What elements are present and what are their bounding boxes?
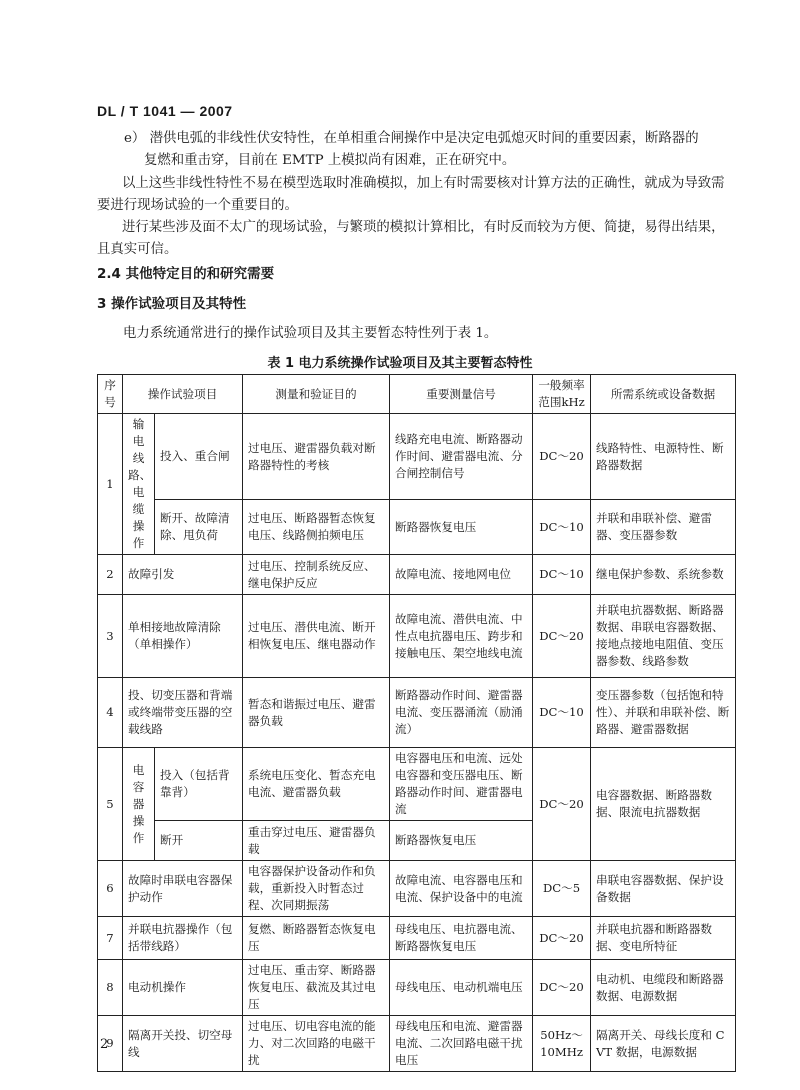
table-cell-r2-item: 故障引发: [123, 555, 243, 595]
table-row: [98, 861, 736, 917]
table-cell-r5-a_item: 投入（包括背靠背）: [155, 748, 243, 821]
table-row: [98, 917, 736, 960]
header-no: 序号: [98, 375, 123, 414]
paragraph-e: [124, 128, 736, 172]
table-cell-r9-signal: 母线电压和电流、避雷器电流、二次回路电磁干扰电压: [390, 1016, 533, 1072]
table-cell-r1-b_signal: 断路器恢复电压: [390, 500, 533, 555]
table-cell-r1-group: 输电线路、电缆操作: [123, 414, 155, 555]
header-data: 所需系统或设备数据: [591, 375, 736, 414]
table-cell-r5-data: 电容器数据、断路器数据、限流电抗器数据: [591, 748, 736, 861]
table-cell-r1-b_data: 并联和串联补偿、避雷器、变压器参数: [591, 500, 736, 555]
table-cell-r6-item: 故障时串联电容器保护动作: [123, 861, 243, 917]
table-row: [98, 555, 736, 595]
table-cell-r6-signal: 故障电流、电容器电压和电流、保护设备中的电流: [390, 861, 533, 917]
table-cell-r4-freq: DC～10: [533, 678, 591, 748]
table-cell-r6-no: 6: [98, 861, 123, 917]
table-cell-r2-no: 2: [98, 555, 123, 595]
header-signal: 重要测量信号: [390, 375, 533, 414]
paragraph-nonlinear: 以上这些非线性特性不易在模型选取时准确模拟，加上有时需要核对计算方法的正确性，就成为导致需要进行现场试验的一个重要目的。: [97, 176, 725, 213]
table-cell-r9-freq: 50Hz～10MHz: [533, 1016, 591, 1072]
table-cell-r4-item: 投、切变压器和背端或终端带变压器的空载线路: [123, 678, 243, 748]
table-cell-r9-data: 隔离开关、母线长度和 CVT 数据，电源数据: [591, 1016, 736, 1072]
table-cell-r8-data: 电动机、电缆段和断路器数据、电源数据: [591, 960, 736, 1016]
table-cell-r7-data: 并联电抗器和断路器数据、变电所特征: [591, 917, 736, 960]
table-cell-r3-item: 单相接地故障清除（单相操作）: [123, 595, 243, 678]
section-heading-2-4: 2.4 其他特定目的和研究需要: [97, 266, 275, 282]
table-cell-r2-purpose: 过电压、控制系统反应、继电保护反应: [243, 555, 390, 595]
table-cell-r1-a_purpose: 过电压、避雷器负载对断路器特性的考核: [243, 414, 390, 500]
table-cell-r1-b_purpose: 过电压、断路器暂态恢复电压、线路侧拍频电压: [243, 500, 390, 555]
table-cell-r7-item: 并联电抗器操作（包括带线路）: [123, 917, 243, 960]
table-cell-r9-item: 隔离开关投、切空母线: [123, 1016, 243, 1072]
table-cell-r1-no: 1: [98, 414, 123, 555]
paragraph-e-line2: 复燃和重击穿，目前在 EMTP 上模拟尚有困难，正在研究中。: [144, 153, 516, 168]
paragraph-e-line1: e） 潜供电弧的非线性伏安特性，在单相重合闸操作中是决定电弧熄灭时间的重要因素，断路器的: [124, 131, 699, 146]
section-heading-3: 3 操作试验项目及其特性: [97, 296, 247, 312]
table-cell-r2-freq: DC～10: [533, 555, 591, 595]
table-row: [98, 678, 736, 748]
table-cell-r8-purpose: 过电压、重击穿、断路器恢复电压、截流及其过电压: [243, 960, 390, 1016]
table-cell-r5-b_purpose: 重击穿过电压、避雷器负载: [243, 821, 390, 861]
table-cell-r7-purpose: 复燃、断路器暂态恢复电压: [243, 917, 390, 960]
table-cell-r8-item: 电动机操作: [123, 960, 243, 1016]
table-row: [98, 960, 736, 1016]
table-cell-r7-no: 7: [98, 917, 123, 960]
header-freq: 一般频率范围kHz: [533, 375, 591, 414]
table-cell-r6-freq: DC～5: [533, 861, 591, 917]
table-cell-r5-no: 5: [98, 748, 123, 861]
table-cell-r6-purpose: 电容器保护设备动作和负载，重新投入时暂态过程、次同期振荡: [243, 861, 390, 917]
table-cell-r5-b_signal: 断路器恢复电压: [390, 821, 533, 861]
document-header: DL / T 1041 — 2007: [97, 103, 233, 119]
table-row: [98, 595, 736, 678]
table-cell-r1-a_freq: DC～20: [533, 414, 591, 500]
table-row: [98, 414, 736, 500]
table-cell-r5-a_signal: 电容器电压和电流、远处电容器和变压器电压、断路器动作时间、避雷器电流: [390, 748, 533, 821]
table-header-row: [98, 375, 736, 414]
table-cell-r4-no: 4: [98, 678, 123, 748]
table-cell-r2-data: 继电保护参数、系统参数: [591, 555, 736, 595]
table-cell-r3-purpose: 过电压、潜供电流、断开相恢复电压、继电器动作: [243, 595, 390, 678]
table-cell-r5-b_item: 断开: [155, 821, 243, 861]
table-caption: 表 1 电力系统操作试验项目及其主要暂态特性: [267, 356, 533, 371]
table-cell-r7-freq: DC～20: [533, 917, 591, 960]
table-cell-r8-freq: DC～20: [533, 960, 591, 1016]
table-cell-r4-data: 变压器参数（包括饱和特性）、并联和串联补偿、断路器、避雷器数据: [591, 678, 736, 748]
header-purpose: 测量和验证目的: [243, 375, 390, 414]
table-cell-r3-signal: 故障电流、潜供电流、中性点电抗器电压、跨步和接触电压、架空地线电流: [390, 595, 533, 678]
table-cell-r3-freq: DC～20: [533, 595, 591, 678]
table-cell-r3-no: 3: [98, 595, 123, 678]
header-item: 操作试验项目: [123, 375, 243, 414]
paragraph-table-intro: 电力系统通常进行的操作试验项目及其主要暂态特性列于表 1。: [123, 326, 498, 341]
table-row: [98, 1016, 736, 1072]
table-cell-r8-signal: 母线电压、电动机端电压: [390, 960, 533, 1016]
table-cell-r1-a_data: 线路特性、电源特性、断路器数据: [591, 414, 736, 500]
table-row: [98, 500, 736, 555]
table-cell-r5-group: 电容器操作: [123, 748, 155, 861]
table-cell-r9-no: 9: [98, 1016, 123, 1072]
table-cell-r7-signal: 母线电压、电抗器电流、断路器恢复电压: [390, 917, 533, 960]
table-cell-r6-data: 串联电容器数据、保护设备数据: [591, 861, 736, 917]
table-cell-r1-a_item: 投入、重合闸: [155, 414, 243, 500]
table-cell-r8-no: 8: [98, 960, 123, 1016]
page-number: 2: [100, 1037, 109, 1052]
table-cell-r5-a_purpose: 系统电压变化、暂态充电电流、避雷器负载: [243, 748, 390, 821]
table-cell-r2-signal: 故障电流、接地网电位: [390, 555, 533, 595]
table-cell-r3-data: 并联电抗器数据、断路器数据、串联电容器数据、接地点接地电阻值、变压器参数、线路参数: [591, 595, 736, 678]
operation-test-table: [97, 374, 736, 1072]
table-cell-r4-signal: 断路器动作时间、避雷器电流、变压器涌流（励涌流）: [390, 678, 533, 748]
table-cell-r1-b_freq: DC～10: [533, 500, 591, 555]
table-cell-r9-purpose: 过电压、切电容电流的能力、对二次回路的电磁干扰: [243, 1016, 390, 1072]
table-cell-r1-a_signal: 线路充电电流、断路器动作时间、避雷器电流、分合闸控制信号: [390, 414, 533, 500]
table-cell-r5-freq: DC～20: [533, 748, 591, 861]
table-cell-r1-b_item: 断开、故障清除、甩负荷: [155, 500, 243, 555]
table-row: [98, 748, 736, 821]
paragraph-field-test: 进行某些涉及面不太广的现场试验，与繁琐的模拟计算相比，有时反而较为方便、简捷，易得出结果，且真实可信。: [97, 220, 725, 257]
table-cell-r4-purpose: 暂态和谐振过电压、避雷器负载: [243, 678, 390, 748]
